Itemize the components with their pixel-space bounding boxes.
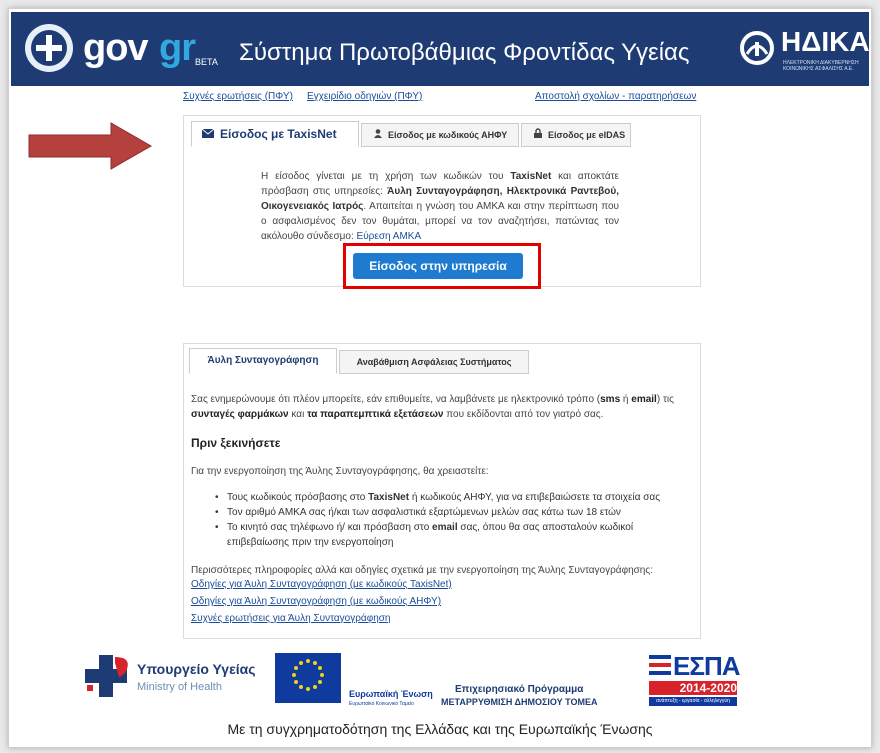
funding-statement: Με τη συγχρηματοδότηση της Ελλάδας και της Ευρωπαϊκής Ένωσης bbox=[227, 721, 653, 737]
eu-flag-icon bbox=[275, 653, 341, 703]
requirements-intro: Για την ενεργοποίηση της Άυλης Συνταγογράφησης, θα χρειαστείτε: bbox=[191, 466, 489, 477]
espa-stripes-icon bbox=[649, 655, 671, 675]
program-title: Επιχειρησιακό Πρόγραμμα bbox=[455, 684, 584, 695]
feedback-link[interactable]: Αποστολή σχολίων - παρατηρήσεων bbox=[535, 91, 697, 102]
tab-taxisnet[interactable] bbox=[191, 121, 359, 147]
faq-e-prescription-link[interactable]: Συχνές ερωτήσεις για Άυλη Συνταγογράφηση bbox=[191, 613, 391, 624]
login-description: Η είσοδος γίνεται με τη χρήση των κωδικών του TaxisNet και αποκτάτε πρόσβαση στις υπηρεσίες: Άυλη Συνταγογράφηση, Ηλεκτρονικά Ραντεβού, Οικογενειακός Ιατρός. Απαιτείται η γνώση του ΑΜΚΑ και στην περίπτωση που ο ασφαλισμένος δεν τον θυμάται, μπορεί να τον αναζητήσει, πατώντας τον ακόλουθο σύνδεσμο: Εύρεση ΑΜΚΑ bbox=[261, 171, 620, 242]
tab-eidas-label: Είσοδος με eIDAS bbox=[548, 130, 626, 140]
idika-logo-icon bbox=[739, 30, 775, 66]
brand-gr[interactable]: gr bbox=[159, 27, 195, 69]
page-frame bbox=[8, 8, 872, 748]
program-name: ΜΕΤΑΡΡΥΘΜΙΣΗ ΔΗΜΟΣΙΟΥ ΤΟΜΕΑ bbox=[441, 697, 598, 707]
before-start-heading: Πριν ξεκινήσετε bbox=[191, 436, 281, 450]
idika-subtitle: ΗΛΕΚΤΡΟΝΙΚΗ ΔΙΑΚΥΒΕΡΝΗΣΗ ΚΟΙΝΩΝΙΚΗΣ ΑΣΦΑΛΙΣΗΣ Α.Ε. bbox=[783, 60, 859, 72]
ministry-of-health-logo bbox=[85, 655, 265, 699]
tab-aifu-credentials[interactable] bbox=[361, 123, 519, 147]
espa-title: ΕΣΠΑ bbox=[673, 651, 740, 681]
tab-taxisnet-label: Είσοδος με TaxisNet bbox=[220, 127, 337, 141]
brand-gov[interactable]: gov bbox=[83, 27, 148, 69]
ministry-cross-icon bbox=[85, 655, 131, 699]
tab-eidas[interactable] bbox=[521, 123, 631, 147]
eu-fund: Ευρωπαϊκό Κοινωνικό Ταμείο bbox=[349, 701, 414, 707]
requirement-item: • Το κινητό σας τηλέφωνο ή/ και πρόσβαση στο email σας, όπου θα σας αποσταλούν κωδικοί επιβεβαίωσης πριν την ενεργοποίηση bbox=[227, 520, 697, 550]
intro-paragraph: Σας ενημερώνουμε ότι πλέον μπορείτε, εάν επιθυμείτε, να λαμβάνετε με ηλεκτρονικό τρόπο (sms ή email) τις συνταγές φαρμάκων και τα παραπεμπτικά εξετάσεων που εκδίδονται από τον γιατρό σας. bbox=[191, 394, 674, 420]
tab-aifu-label: Είσοδος με κωδικούς ΑΗΦΥ bbox=[388, 130, 508, 140]
highlight-box bbox=[343, 243, 541, 289]
envelope-icon bbox=[202, 122, 214, 146]
greek-emblem-icon bbox=[25, 24, 73, 72]
user-icon bbox=[374, 124, 382, 146]
eu-name: Ευρωπαϊκή Ένωση bbox=[349, 689, 433, 699]
pointer-arrow-icon bbox=[27, 121, 157, 171]
espa-years: 2014-2020 bbox=[649, 681, 737, 695]
tab-security-label: Αναβάθμιση Ασφάλειας Συστήματος bbox=[356, 357, 512, 367]
guide-taxisnet-link[interactable]: Οδηγίες για Άυλη Συνταγογράφηση (με κωδικούς TaxisNet) bbox=[191, 579, 452, 590]
ministry-name-en: Ministry of Health bbox=[137, 681, 222, 693]
page-title: Σύστημα Πρωτοβάθμιας Φροντίδας Υγείας bbox=[239, 39, 690, 66]
find-amka-link[interactable]: Εύρεση ΑΜΚΑ bbox=[356, 231, 422, 242]
guide-aifu-link[interactable]: Οδηγίες για Άυλη Συνταγογράφηση (με κωδικούς ΑΗΦΥ) bbox=[191, 596, 442, 607]
tab-security-upgrade[interactable] bbox=[339, 350, 529, 374]
more-info-text: Περισσότερες πληροφορίες αλλά και οδηγίες σχετικά με την ενεργοποίηση της Άυλης Συνταγογράφησης: bbox=[191, 565, 653, 576]
ministry-name-gr: Υπουργείο Υγείας bbox=[137, 661, 256, 677]
tab-e-prescription-label: Άυλη Συνταγογράφηση bbox=[207, 355, 319, 366]
espa-logo bbox=[649, 651, 740, 711]
beta-badge: BETA bbox=[195, 57, 218, 67]
requirement-item: • Τους κωδικούς πρόσβασης στο TaxisNet ή κωδικούς ΑΗΦΥ, για να επιβεβαιώσετε τα στοιχεία σας bbox=[227, 490, 697, 505]
faq-link[interactable]: Συχνές ερωτήσεις (ΠΦΥ) bbox=[183, 91, 293, 102]
tab-e-prescription[interactable] bbox=[189, 348, 337, 374]
header-bar bbox=[11, 12, 869, 86]
idika-name: ΗΔΙΚΑ bbox=[781, 26, 870, 57]
requirement-item: • Τον αριθμό ΑΜΚΑ σας ή/και των ασφαλιστικά εξαρτώμενων μελών σας κάτω των 18 ετών bbox=[227, 505, 697, 520]
espa-tagline: ανάπτυξη - εργασία - αλληλεγγύη bbox=[649, 697, 737, 706]
login-service-button[interactable]: Είσοδος στην υπηρεσία bbox=[353, 253, 523, 279]
lock-icon bbox=[534, 124, 542, 146]
manual-link[interactable]: Εγχειρίδιο οδηγιών (ΠΦΥ) bbox=[307, 91, 423, 102]
